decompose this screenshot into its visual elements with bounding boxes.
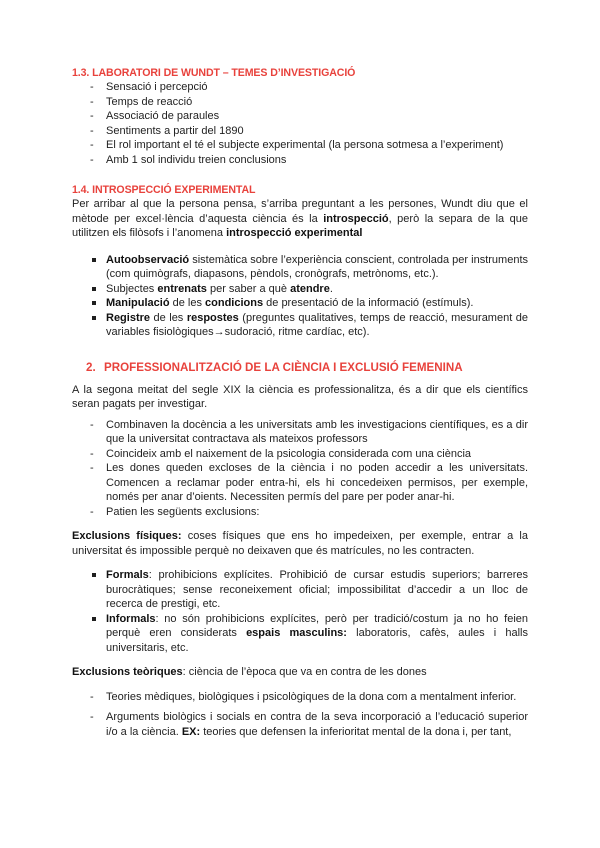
list-item bbox=[72, 612, 528, 656]
list-item: - Patien les següents exclusions: bbox=[72, 505, 528, 520]
physical-exclusions-paragraph bbox=[72, 529, 528, 558]
text: . bbox=[329, 282, 333, 295]
list-item: - Coincideix amb el naixement de la psicologia considerada com una ciència bbox=[72, 447, 528, 462]
text: : no són prohibicions explícites, però per tradició/costum ja no ho feien perquè eren considerats bbox=[106, 612, 528, 639]
list-item: - Les dones queden excloses de la ciència i no poden accedir a les universitats. Comencen a reclamar poder entra-hi, els hi concedeixen permisos, per exemple, només per anar d’oients. Necessiten permís del pare per poder anar-hi. bbox=[72, 461, 528, 505]
bold-term: Informals bbox=[106, 612, 156, 625]
bold-term: Exclusions teòriques bbox=[72, 666, 183, 678]
professionalization-list bbox=[72, 418, 528, 520]
text: (preguntes qualitatives, temps de reacció, mesurament de variables fisiològiques→sudoració, ritme cardíac, etc). bbox=[106, 311, 528, 338]
text: : prohibicions explícites. Prohibició de cursar estudis superiors; barreres burocràtiques; sense reconeixement oficial; impossibilitat d’accedir a un lloc de recerca de prestigi, etc. bbox=[106, 569, 528, 610]
list-item bbox=[72, 568, 528, 612]
text: : ciència de l’època que va en contra de les dones bbox=[182, 666, 427, 678]
text: de les bbox=[169, 297, 206, 309]
section-2-heading bbox=[72, 360, 528, 375]
bold-term: Manipulació bbox=[106, 297, 170, 309]
bold-term: entrenats bbox=[157, 282, 207, 295]
list-item bbox=[72, 311, 528, 340]
list-item: - Teories mèdiques, biològiques i psicològiques de la dona com a mentalment inferior. bbox=[72, 690, 528, 705]
list-item bbox=[72, 253, 528, 282]
bold-term: Exclusions físiques: bbox=[72, 530, 182, 542]
physical-exclusions-list bbox=[72, 568, 528, 655]
text: de presentació de la informació (estímuls). bbox=[263, 297, 474, 309]
introspection-list bbox=[72, 253, 528, 340]
text: coses físiques que ens ho impedeixen, per exemple, entrar a la universitat és impossible perquè no deixaven que és matrícules, no les contracten. bbox=[72, 530, 528, 557]
text: teories que defensen la inferioritat mental de la dona i, per tant, bbox=[200, 725, 512, 738]
section-1-4-heading: 1.4. INTROSPECCIÓ EXPERIMENTAL bbox=[72, 184, 256, 196]
text: de les bbox=[150, 311, 187, 324]
document-page bbox=[72, 66, 528, 739]
list-item: - Sentiments a partir del 1890 bbox=[72, 124, 528, 139]
theoretical-exclusions-list bbox=[72, 690, 528, 740]
text: sistemàtica sobre l’experiència conscient, controlada per instruments (com quimògrafs, diapasons, pèndols, cronògrafs, metrònoms, etc.). bbox=[106, 253, 528, 280]
bold-term: condicions bbox=[205, 297, 264, 309]
section-title: PROFESSIONALITZACIÓ DE LA CIÈNCIA I EXCLUSIÓ FEMENINA bbox=[104, 360, 463, 374]
introspection-paragraph bbox=[72, 197, 528, 241]
list-item: - Associació de paraules bbox=[72, 109, 528, 124]
list-item: - Sensació i percepció bbox=[72, 80, 528, 95]
bold-term: EX: bbox=[181, 725, 201, 738]
bold-term: Autoobservació bbox=[106, 253, 190, 266]
list-item: - Amb 1 sol individu treien conclusions bbox=[72, 153, 528, 168]
list-item bbox=[72, 296, 528, 311]
section-number: 2. bbox=[86, 360, 96, 374]
text: Arguments biològics i socials en contra de la seva incorporació a l’educació superior i/o a la ciència. bbox=[106, 711, 528, 738]
bold-term: Formals bbox=[106, 569, 149, 581]
list-item: - Combinaven la docència a les universitats amb les investigacions científiques, es a dir que la universitat contractava als mateixos professors bbox=[72, 418, 528, 447]
bold-term: espais masculins: bbox=[246, 627, 347, 639]
section-1-3-heading: 1.3. LABORATORI DE WUNDT – TEMES D’INVESTIGACIÓ bbox=[72, 67, 356, 79]
professionalization-intro: A la segona meitat del segle XIX la ciència es professionalitza, és a dir que els científics seran pagats per investigar. bbox=[72, 383, 528, 410]
bold-term: introspecció experimental bbox=[226, 227, 363, 239]
wundt-topics-list bbox=[72, 80, 528, 167]
theoretical-exclusions-paragraph bbox=[72, 665, 528, 680]
text: Subjectes bbox=[106, 282, 158, 295]
text: laboratoris, cafès, aules i halls universitaris, etc. bbox=[106, 627, 528, 654]
list-item bbox=[72, 710, 528, 739]
bold-term: respostes bbox=[186, 311, 239, 324]
list-item bbox=[72, 282, 528, 297]
list-item: - El rol important el té el subjecte experimental (la persona sotmesa a l’experiment) bbox=[72, 138, 528, 153]
text: , però la separa de la que utilitzen els filòsofs i l’anomena bbox=[72, 212, 528, 239]
text: Per arribar al que la persona pensa, s’arriba preguntant a les persones, Wundt diu que el mètode per excel·lència d’aquesta ciència és la bbox=[72, 198, 528, 225]
bold-term: introspecció bbox=[323, 212, 389, 225]
list-item: - Temps de reacció bbox=[72, 95, 528, 110]
bold-term: Registre bbox=[106, 311, 151, 324]
bold-term: atendre bbox=[290, 282, 330, 295]
text: per saber a què bbox=[206, 282, 291, 295]
